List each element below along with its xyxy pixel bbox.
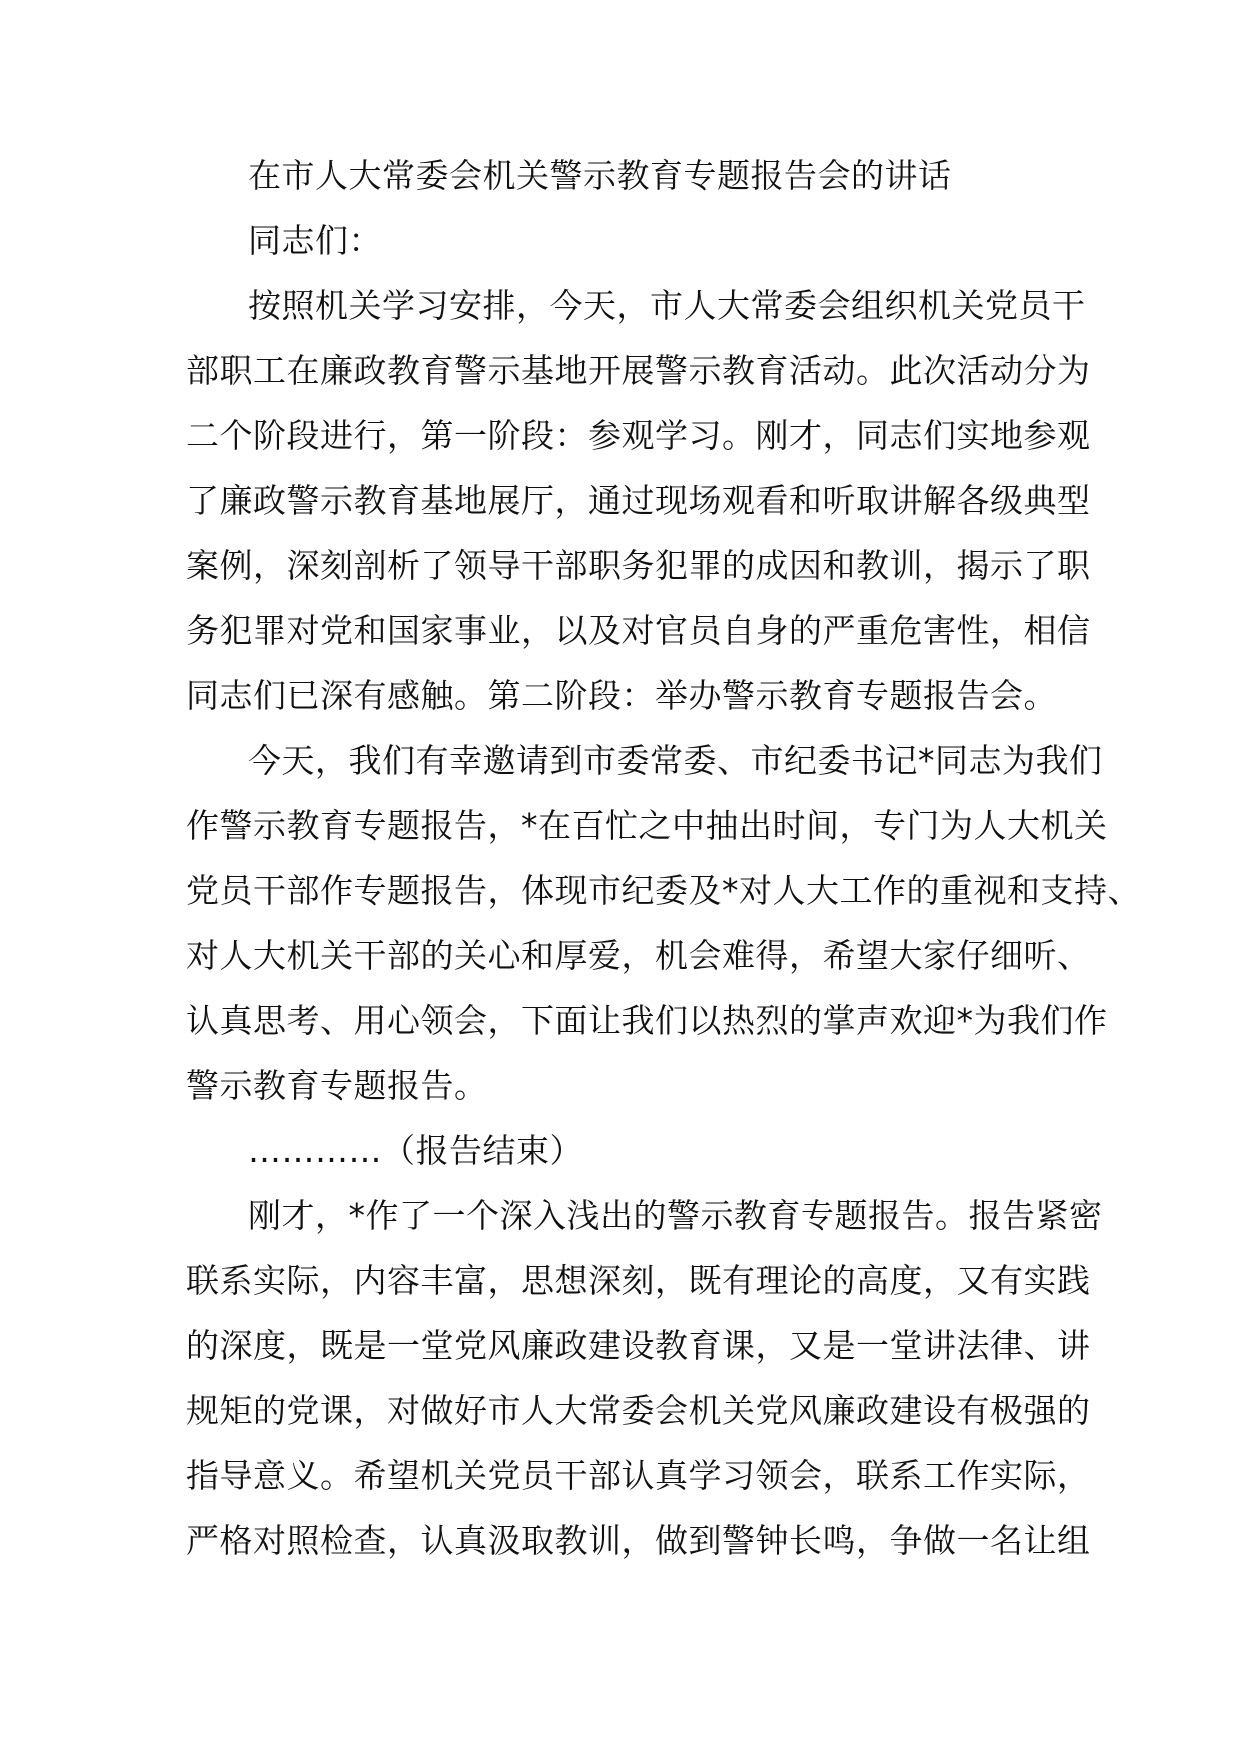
paragraph-line: 认真思考、用心领会，下面让我们以热烈的掌声欢迎*为我们作	[186, 1001, 1108, 1040]
paragraph-line: 案例，深刻剖析了领导干部职务犯罪的成因和教训，揭示了职	[186, 546, 1091, 585]
greeting: 同志们：	[248, 221, 382, 260]
paragraph-line: 党员干部作专题报告，体现市纪委及*对人大工作的重视和支持、	[186, 871, 1141, 910]
paragraph-line: 按照机关学习安排，今天，市人大常委会组织机关党员干	[248, 286, 1086, 325]
paragraph-line: 二个阶段进行，第一阶段：参观学习。刚才，同志们实地参观	[186, 416, 1091, 455]
paragraph-line: 务犯罪对党和国家事业，以及对官员自身的严重危害性，相信	[186, 611, 1091, 650]
paragraph-line: 的深度，既是一堂党风廉政建设教育课，又是一堂讲法律、讲	[186, 1326, 1091, 1365]
paragraph-line: 刚才，*作了一个深入浅出的警示教育专题报告。报告紧密	[248, 1196, 1103, 1235]
paragraph-line: 指导意义。希望机关党员干部认真学习领会，联系工作实际，	[186, 1456, 1091, 1495]
paragraph-line: 部职工在廉政教育警示基地开展警示教育活动。此次活动分为	[186, 351, 1091, 390]
paragraph-line: 作警示教育专题报告，*在百忙之中抽出时间，专门为人大机关	[186, 806, 1108, 845]
paragraph-line: 联系实际，内容丰富，思想深刻，既有理论的高度，又有实践	[186, 1261, 1091, 1300]
paragraph-line: 今天，我们有幸邀请到市委常委、市纪委书记*同志为我们	[248, 741, 1103, 780]
paragraph-line: 对人大机关干部的关心和厚爱，机会难得，希望大家仔细听、	[186, 936, 1091, 975]
paragraph-line: 规矩的党课，对做好市人大常委会机关党风廉政建设有极强的	[186, 1391, 1091, 1430]
paragraph-line: 同志们已深有感触。第二阶段：举办警示教育专题报告会。	[186, 676, 1057, 715]
paragraph-line: 严格对照检查，认真汲取教训，做到警钟长鸣，争做一名让组	[186, 1521, 1091, 1560]
report-end-note: …………（报告结束）	[248, 1131, 583, 1170]
document-title: 在市人大常委会机关警示教育专题报告会的讲话	[248, 156, 952, 195]
paragraph-line: 了廉政警示教育基地展厅，通过现场观看和听取讲解各级典型	[186, 481, 1091, 520]
paragraph-line: 警示教育专题报告。	[186, 1066, 488, 1105]
